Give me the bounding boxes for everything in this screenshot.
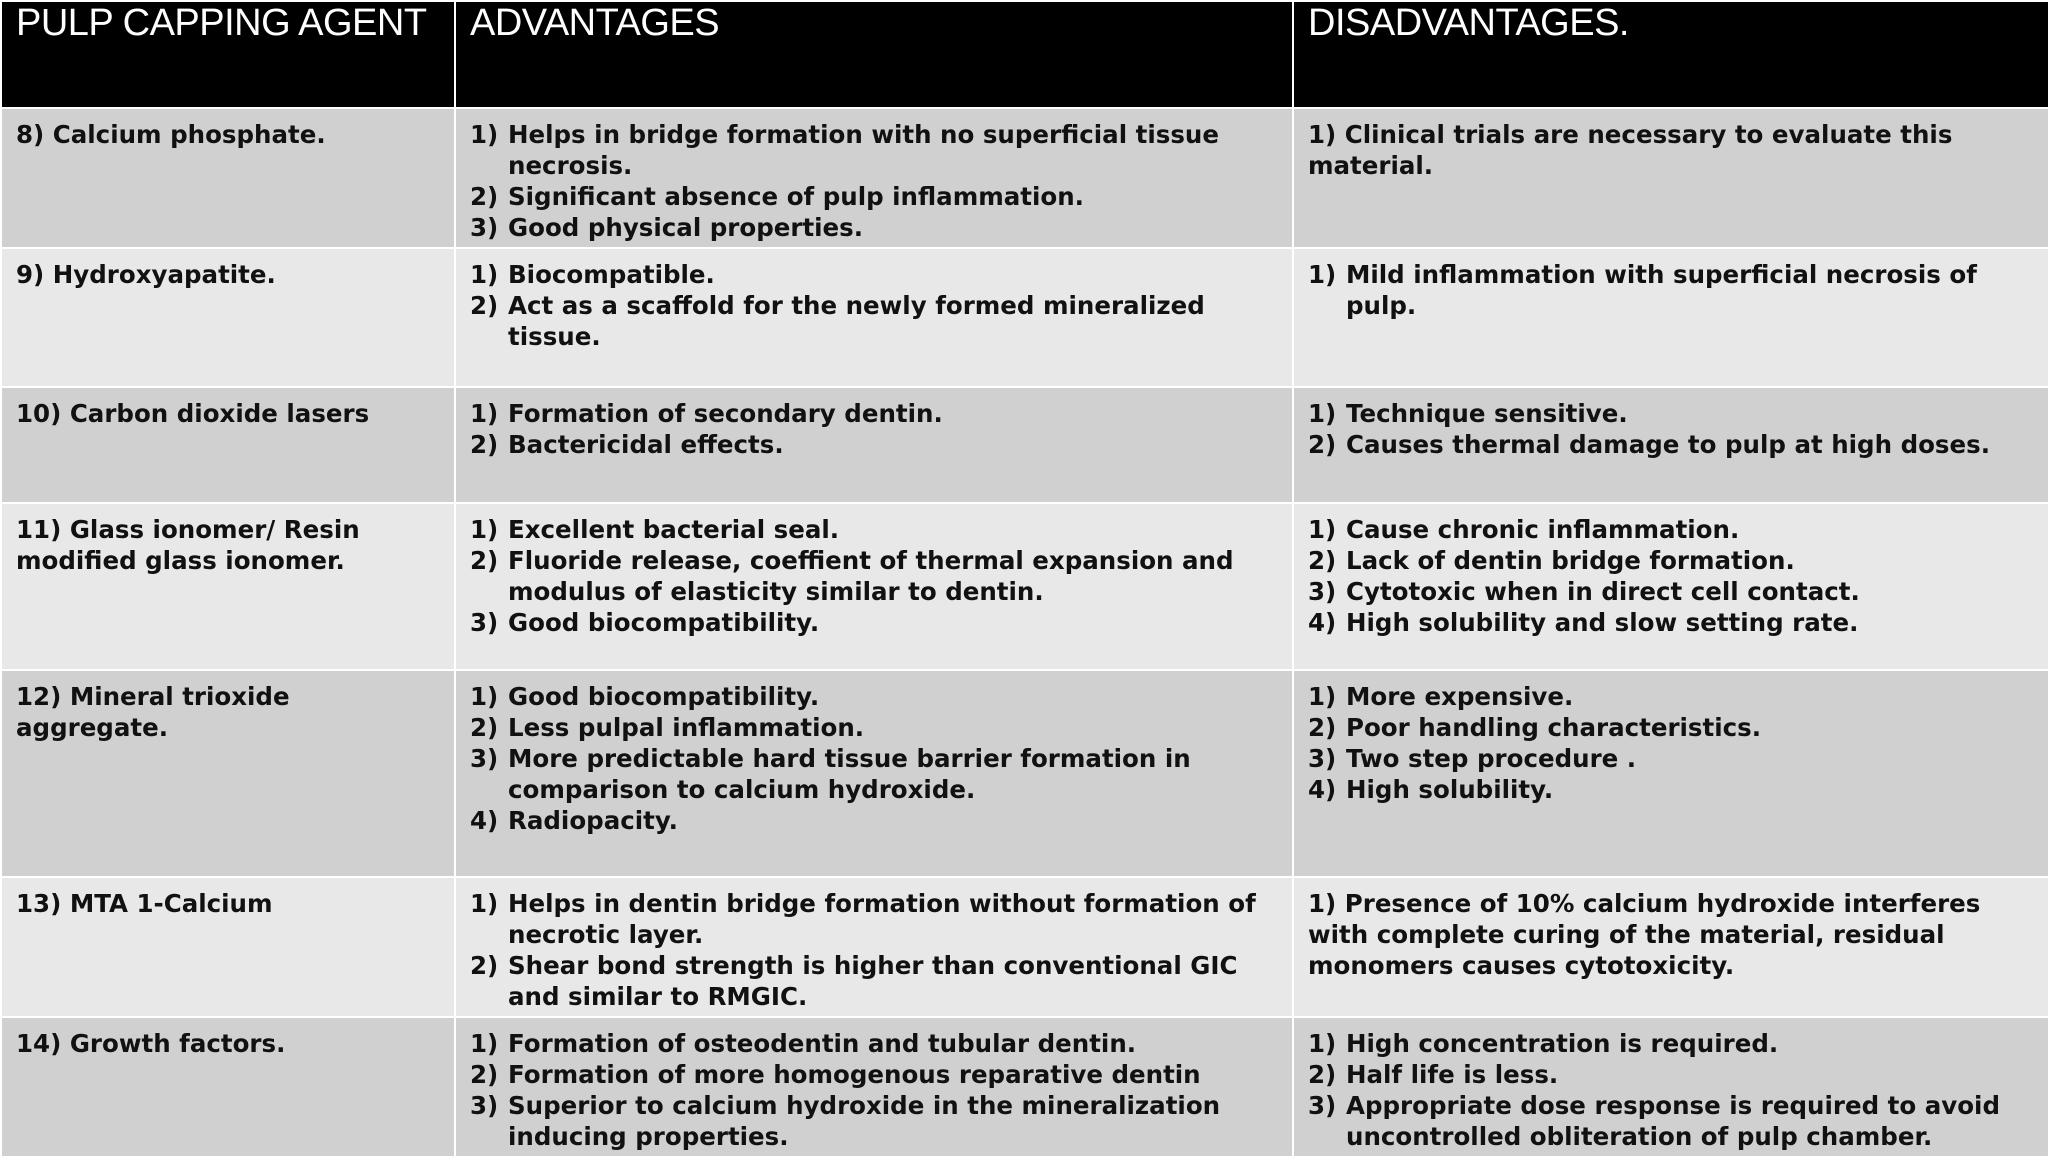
list-item-number: 3)	[1308, 1091, 1337, 1120]
list-item-number: 1)	[1308, 1029, 1337, 1058]
list-item	[1308, 545, 2034, 576]
advantages-cell-list	[470, 681, 1278, 836]
header-advantages: ADVANTAGES	[455, 1, 1293, 108]
list-item-text: Act as a scaffold for the newly formed mineralized tissue.	[508, 291, 1205, 351]
table-row	[1, 670, 2048, 877]
header-agent: PULP CAPPING AGENT	[1, 1, 455, 108]
list-item-text: Cytotoxic when in direct cell contact.	[1346, 577, 1860, 606]
list-item	[470, 712, 1278, 743]
list-item	[1308, 429, 2034, 460]
list-item-number: 2)	[1308, 713, 1337, 742]
list-item	[1308, 259, 2034, 321]
list-item-number: 1)	[470, 260, 499, 289]
list-item	[470, 119, 1278, 181]
list-item	[470, 888, 1278, 950]
list-item	[1308, 774, 2034, 805]
agent-cell: 13) MTA 1-Calcium	[1, 877, 455, 1017]
list-item-text: Shear bond strength is higher than conventional GIC and similar to RMGIC.	[508, 951, 1238, 1011]
list-item	[470, 1059, 1278, 1090]
list-item-text: Poor handling characteristics.	[1346, 713, 1762, 742]
list-item	[470, 743, 1278, 805]
advantages-cell	[455, 248, 1293, 387]
advantages-cell	[455, 877, 1293, 1017]
list-item-text: Good biocompatibility.	[508, 682, 820, 711]
list-item	[470, 514, 1278, 545]
list-item-number: 3)	[470, 213, 499, 242]
list-item-number: 1)	[470, 889, 499, 918]
list-item-text: Good biocompatibility.	[508, 608, 820, 637]
list-item-text: Fluoride release, coeffient of thermal expansion and modulus of elasticity similar to dentin.	[508, 546, 1234, 606]
list-item-number: 3)	[470, 744, 499, 773]
agent-cell: 8) Calcium phosphate.	[1, 108, 455, 248]
list-item-number: 4)	[1308, 775, 1337, 804]
list-item-text: Half life is less.	[1346, 1060, 1559, 1089]
list-item-text: Mild inflammation with superficial necrosis of pulp.	[1346, 260, 1977, 320]
advantages-cell	[455, 108, 1293, 248]
list-item-text: Formation of more homogenous reparative dentin	[508, 1060, 1201, 1089]
list-item-text: More predictable hard tissue barrier formation in comparison to calcium hydroxide.	[508, 744, 1191, 804]
disadvantages-cell-list	[1308, 259, 2034, 321]
list-item-text: Appropriate dose response is required to avoid uncontrolled obliteration of pulp chamber.	[1346, 1091, 2000, 1151]
list-item-number: 1)	[470, 120, 499, 149]
list-item-text: Cause chronic inflammation.	[1346, 515, 1740, 544]
agent-cell: 12) Mineral trioxide aggregate.	[1, 670, 455, 877]
list-item	[1308, 607, 2034, 638]
disadvantages-cell	[1293, 248, 2048, 387]
advantages-cell-list	[470, 1028, 1278, 1152]
list-item	[470, 805, 1278, 836]
header-disadvantages: DISADVANTAGES.	[1293, 1, 2048, 108]
advantages-cell-list	[470, 119, 1278, 243]
list-item-number: 2)	[1308, 430, 1337, 459]
list-item-number: 4)	[1308, 608, 1337, 637]
advantages-cell-list	[470, 398, 1278, 460]
list-item-number: 2)	[470, 182, 499, 211]
disadvantages-cell	[1293, 387, 2048, 503]
list-item-text: Lack of dentin bridge formation.	[1346, 546, 1795, 575]
list-item-text: Causes thermal damage to pulp at high doses.	[1346, 430, 1991, 459]
list-item-number: 1)	[1308, 399, 1337, 428]
list-item	[470, 545, 1278, 607]
list-item	[470, 398, 1278, 429]
list-item	[470, 290, 1278, 352]
table-row	[1, 877, 2048, 1017]
list-item	[1308, 681, 2034, 712]
list-item-text: Less pulpal inflammation.	[508, 713, 865, 742]
agent-cell: 9) Hydroxyapatite.	[1, 248, 455, 387]
advantages-cell	[455, 1017, 1293, 1157]
list-item	[470, 950, 1278, 1012]
list-item-number: 2)	[470, 430, 499, 459]
disadvantages-cell: 1) Presence of 10% calcium hydroxide interferes with complete curing of the material, residual monomers causes cytotoxicity.	[1293, 877, 2048, 1017]
list-item-text: Radiopacity.	[508, 806, 678, 835]
advantages-cell	[455, 387, 1293, 503]
list-item-text: Excellent bacterial seal.	[508, 515, 840, 544]
list-item	[1308, 514, 2034, 545]
table-row	[1, 503, 2048, 670]
disadvantages-cell	[1293, 670, 2048, 877]
disadvantages-cell: 1) Clinical trials are necessary to evaluate this material.	[1293, 108, 2048, 248]
list-item	[1308, 1059, 2034, 1090]
table-row	[1, 1017, 2048, 1157]
list-item-text: Formation of secondary dentin.	[508, 399, 943, 428]
list-item	[470, 181, 1278, 212]
list-item-text: High solubility and slow setting rate.	[1346, 608, 1859, 637]
list-item-number: 2)	[470, 713, 499, 742]
list-item-text: Two step procedure .	[1346, 744, 1637, 773]
list-item-text: Formation of osteodentin and tubular dentin.	[508, 1029, 1137, 1058]
list-item-number: 3)	[470, 608, 499, 637]
advantages-cell-list	[470, 259, 1278, 352]
list-item	[1308, 712, 2034, 743]
advantages-cell-list	[470, 514, 1278, 638]
table-header-row	[1, 1, 2048, 108]
advantages-cell	[455, 670, 1293, 877]
list-item-number: 1)	[470, 399, 499, 428]
list-item-text: Bactericidal effects.	[508, 430, 784, 459]
list-item-number: 1)	[1308, 682, 1337, 711]
advantages-cell-list	[470, 888, 1278, 1012]
list-item-number: 3)	[470, 1091, 499, 1120]
list-item	[1308, 1028, 2034, 1059]
list-item-number: 1)	[470, 515, 499, 544]
list-item	[470, 1028, 1278, 1059]
disadvantages-cell-list	[1308, 398, 2034, 460]
table-row	[1, 248, 2048, 387]
list-item-text: Helps in bridge formation with no superficial tissue necrosis.	[508, 120, 1219, 180]
list-item-number: 1)	[1308, 260, 1337, 289]
list-item-text: Good physical properties.	[508, 213, 864, 242]
list-item	[1308, 398, 2034, 429]
disadvantages-cell-list	[1308, 681, 2034, 805]
list-item-number: 3)	[1308, 577, 1337, 606]
list-item-number: 2)	[470, 951, 499, 980]
table-body	[1, 108, 2048, 1157]
list-item	[470, 429, 1278, 460]
list-item	[470, 607, 1278, 638]
list-item-text: Superior to calcium hydroxide in the mineralization inducing properties.	[508, 1091, 1221, 1151]
agent-cell: 14) Growth factors.	[1, 1017, 455, 1157]
list-item-number: 1)	[1308, 515, 1337, 544]
list-item-text: Technique sensitive.	[1346, 399, 1628, 428]
table-row	[1, 387, 2048, 503]
list-item	[1308, 576, 2034, 607]
list-item-number: 1)	[470, 682, 499, 711]
list-item-number: 3)	[1308, 744, 1337, 773]
list-item-number: 2)	[1308, 1060, 1337, 1089]
list-item-number: 1)	[470, 1029, 499, 1058]
list-item	[470, 259, 1278, 290]
disadvantages-cell	[1293, 1017, 2048, 1157]
disadvantages-cell-list	[1308, 514, 2034, 638]
agent-cell: 10) Carbon dioxide lasers	[1, 387, 455, 503]
list-item	[1308, 743, 2034, 774]
list-item	[1308, 1090, 2034, 1152]
list-item	[470, 212, 1278, 243]
list-item-number: 4)	[470, 806, 499, 835]
list-item-text: More expensive.	[1346, 682, 1574, 711]
list-item-number: 2)	[470, 291, 499, 320]
list-item-text: Helps in dentin bridge formation without formation of necrotic layer.	[508, 889, 1256, 949]
list-item-text: High solubility.	[1346, 775, 1554, 804]
agent-cell: 11) Glass ionomer/ Resin modified glass ionomer.	[1, 503, 455, 670]
table-row	[1, 108, 2048, 248]
list-item	[470, 1090, 1278, 1152]
list-item-text: High concentration is required.	[1346, 1029, 1779, 1058]
disadvantages-cell-list	[1308, 1028, 2034, 1152]
advantages-cell	[455, 503, 1293, 670]
list-item-number: 2)	[470, 1060, 499, 1089]
list-item-text: Biocompatible.	[508, 260, 715, 289]
list-item	[470, 681, 1278, 712]
list-item-number: 2)	[1308, 546, 1337, 575]
list-item-text: Significant absence of pulp inflammation.	[508, 182, 1084, 211]
disadvantages-cell	[1293, 503, 2048, 670]
list-item-number: 2)	[470, 546, 499, 575]
